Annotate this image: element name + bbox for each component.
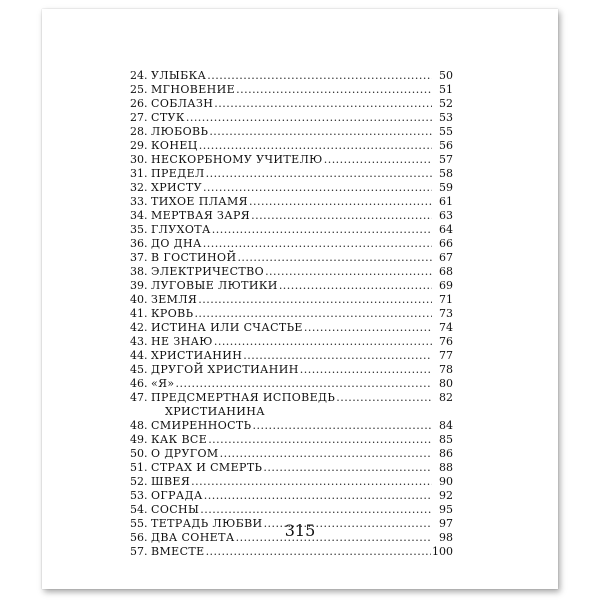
toc-entry — [130, 153, 453, 167]
toc-entry — [130, 97, 453, 111]
toc-entry-title: «Я» — [151, 377, 175, 390]
toc-entry-title-wrap — [151, 349, 242, 363]
toc-entry — [130, 223, 453, 237]
toc-entry — [130, 195, 453, 209]
toc-entry — [130, 265, 453, 279]
toc-entry-title: ДО ДНА — [151, 237, 202, 250]
toc-dot-leader — [206, 167, 432, 181]
toc-entry-number: 42. — [130, 321, 148, 334]
toc-entry-title-wrap — [151, 223, 211, 237]
toc-dot-leader — [304, 321, 432, 335]
toc-entry-title: НЕ ЗНАЮ — [151, 335, 213, 348]
toc-entry — [130, 83, 453, 97]
toc-entry — [130, 293, 453, 307]
toc-entry — [130, 209, 453, 223]
toc-entry-title-wrap — [151, 209, 250, 223]
toc-entry-number: 53. — [130, 489, 148, 502]
toc-entry-number: 47. — [130, 391, 148, 404]
toc-entry-title: ОГРАДА — [151, 489, 203, 502]
toc-dot-leader — [251, 209, 432, 223]
toc-entry-title: НЕСКОРБНОМУ УЧИТЕЛЮ — [151, 153, 323, 166]
toc-entry-page: 69 — [439, 279, 453, 292]
toc-entry-number: 45. — [130, 363, 148, 376]
toc-dot-leader — [279, 279, 432, 293]
toc-entry-title-wrap — [151, 83, 235, 97]
toc-entry-number: 31. — [130, 167, 148, 180]
toc-entry-title: ПРЕДЕЛ — [151, 167, 205, 180]
toc-entry-title-wrap — [151, 377, 175, 391]
toc-entry-title: СТУК — [151, 111, 185, 124]
toc-entry — [130, 475, 453, 489]
toc-entry-title-wrap — [151, 475, 190, 489]
toc-entry-number: 29. — [130, 139, 148, 152]
toc-entry-title: СТРАХ И СМЕРТЬ — [151, 461, 263, 474]
toc-entry-page: 52 — [439, 97, 453, 110]
toc-entry-title: ПРЕДСМЕРТНАЯ ИСПОВЕДЬ — [151, 391, 336, 404]
toc-entry-title: ХРИСТИАНИН — [151, 349, 243, 362]
toc-entry-page: 85 — [439, 433, 453, 446]
toc-dot-leader — [207, 69, 432, 83]
toc-entry-page: 61 — [439, 195, 453, 208]
toc-entry-title: В ГОСТИНОЙ — [151, 251, 237, 264]
toc-dot-leader — [186, 111, 432, 125]
toc-dot-leader — [204, 489, 432, 503]
toc-entry-page: 80 — [439, 377, 453, 390]
toc-entry-page: 92 — [439, 489, 453, 502]
toc-entry-number: 40. — [130, 293, 148, 306]
toc-dot-leader — [300, 363, 432, 377]
toc-entry-number: 56. — [130, 531, 148, 544]
toc-entry-title: ЛЮБОВЬ — [151, 125, 209, 138]
toc-entry-page: 82 — [439, 391, 453, 404]
toc-entry-number: 32. — [130, 181, 148, 194]
toc-entry-title: СОБЛАЗН — [151, 97, 214, 110]
toc-entry-title-wrap — [151, 111, 185, 125]
toc-entry-page: 73 — [439, 307, 453, 320]
toc-dot-leader — [203, 181, 432, 195]
toc-dot-leader — [214, 335, 432, 349]
toc-entry — [130, 111, 453, 125]
toc-entry-number: 26. — [130, 97, 148, 110]
toc-entry-number: 48. — [130, 419, 148, 432]
toc-entry — [130, 321, 453, 335]
toc-entry-title: ХРИСТУ — [151, 181, 202, 194]
toc-entry-title-wrap — [151, 69, 206, 83]
toc-dot-leader — [194, 307, 432, 321]
toc-dot-leader — [203, 237, 432, 251]
toc-entry-title-wrap — [151, 489, 203, 503]
toc-entry — [130, 461, 453, 475]
toc-dot-leader — [214, 97, 432, 111]
toc-entry-number: 52. — [130, 475, 148, 488]
toc-entry-title-wrap — [151, 97, 213, 111]
toc-entry-page: 63 — [439, 209, 453, 222]
toc-entry — [130, 125, 453, 139]
toc-entry — [130, 139, 453, 153]
toc-entry-number: 49. — [130, 433, 148, 446]
toc-entry-number: 41. — [130, 307, 148, 320]
toc-entry-title-wrap — [151, 363, 299, 377]
toc-entry-title-wrap — [151, 181, 202, 195]
toc-entry-title-wrap — [151, 279, 278, 293]
toc-entry-title-wrap — [151, 545, 205, 559]
toc-entry-title: МГНОВЕНИЕ — [151, 83, 236, 96]
toc-entry-number: 25. — [130, 83, 148, 96]
table-of-contents — [130, 69, 453, 559]
toc-entry — [130, 433, 453, 447]
toc-entry-title-wrap — [151, 251, 236, 265]
toc-entry-number: 35. — [130, 223, 148, 236]
toc-entry-page: 59 — [439, 181, 453, 194]
toc-entry-page: 56 — [439, 139, 453, 152]
toc-entry-title: КРОВЬ — [151, 307, 194, 320]
toc-entry — [130, 237, 453, 251]
toc-entry — [130, 279, 453, 293]
toc-entry-page: 74 — [439, 321, 453, 334]
toc-entry-title-wrap — [151, 153, 323, 167]
toc-entry-title: МЕРТВАЯ ЗАРЯ — [151, 209, 251, 222]
toc-entry — [130, 181, 453, 195]
toc-entry — [130, 307, 453, 321]
toc-entry-number: 39. — [130, 279, 148, 292]
toc-entry — [130, 447, 453, 461]
toc-dot-leader — [324, 153, 432, 167]
toc-entry-number: 24. — [130, 69, 148, 82]
toc-dot-leader — [252, 419, 432, 433]
toc-dot-leader — [265, 265, 432, 279]
toc-entry-number: 36. — [130, 237, 148, 250]
toc-entry — [130, 335, 453, 349]
toc-entry-number: 50. — [130, 447, 148, 460]
toc-entry-title: ВМЕСТЕ — [151, 545, 205, 558]
toc-dot-leader — [237, 251, 432, 265]
toc-entry-page: 84 — [439, 419, 453, 432]
toc-entry — [130, 363, 453, 377]
toc-entry-page: 78 — [439, 363, 453, 376]
toc-entry-page: 77 — [439, 349, 453, 362]
toc-dot-leader — [236, 83, 432, 97]
toc-entry-title-wrap — [151, 167, 205, 181]
toc-entry-number: 30. — [130, 153, 148, 166]
toc-entry-title: ЗЕМЛЯ — [151, 293, 198, 306]
toc-entry-page: 51 — [439, 83, 453, 96]
toc-entry — [130, 489, 453, 503]
toc-dot-leader — [176, 377, 432, 391]
toc-entry-page: 95 — [439, 503, 453, 516]
toc-entry-title-wrap — [151, 433, 207, 447]
toc-entry-title-wrap — [151, 139, 198, 153]
toc-dot-leader — [200, 503, 432, 517]
toc-entry-page: 90 — [439, 475, 453, 488]
toc-entry-title: ДРУГОЙ ХРИСТИАНИН — [151, 363, 299, 376]
toc-entry-number: 33. — [130, 195, 148, 208]
toc-dot-leader — [220, 447, 432, 461]
toc-entry-title: ГЛУХОТА — [151, 223, 211, 236]
toc-entry-page: 97 — [439, 517, 453, 530]
toc-entry-title-wrap — [151, 419, 251, 433]
toc-entry-number: 54. — [130, 503, 148, 516]
toc-entry-title: КАК ВСЕ — [151, 433, 208, 446]
toc-entry-page: 55 — [439, 125, 453, 138]
toc-dot-leader — [208, 433, 432, 447]
toc-entry-title-wrap — [151, 461, 262, 475]
toc-entry-title-wrap — [151, 125, 208, 139]
toc-entry-title-wrap — [151, 391, 335, 419]
toc-dot-leader — [336, 391, 432, 405]
toc-entry-title: КОНЕЦ — [151, 139, 198, 152]
toc-entry-number: 43. — [130, 335, 148, 348]
toc-entry-page: 68 — [439, 265, 453, 278]
toc-dot-leader — [263, 461, 432, 475]
toc-entry-page: 50 — [439, 69, 453, 82]
toc-entry — [130, 167, 453, 181]
toc-dot-leader — [249, 195, 432, 209]
toc-entry-number: 38. — [130, 265, 148, 278]
toc-entry-title: ТЕТРАДЬ ЛЮБВИ — [151, 517, 263, 530]
toc-entry — [130, 545, 453, 559]
toc-entry-page: 53 — [439, 111, 453, 124]
toc-entry — [130, 419, 453, 433]
toc-entry-number: 44. — [130, 349, 148, 362]
toc-entry-number: 28. — [130, 125, 148, 138]
toc-entry-title: ТИХОЕ ПЛАМЯ — [151, 195, 248, 208]
toc-entry-title: ДВА СОНЕТА — [151, 531, 235, 544]
toc-entry-title-wrap — [151, 307, 193, 321]
toc-entry-page: 86 — [439, 447, 453, 460]
toc-dot-leader — [212, 223, 432, 237]
toc-entry-title-wrap — [151, 335, 213, 349]
toc-entry-number: 46. — [130, 377, 148, 390]
toc-entry-title: УЛЫБКА — [151, 69, 207, 82]
toc-entry-title: ИСТИНА ИЛИ СЧАСТЬЕ — [151, 321, 303, 334]
toc-dot-leader — [199, 139, 432, 153]
toc-entry-page: 67 — [439, 251, 453, 264]
toc-entry-title: ШВЕЯ — [151, 475, 191, 488]
toc-entry-title-continued: ХРИСТИАНИНА — [165, 405, 266, 418]
toc-entry-page: 71 — [439, 293, 453, 306]
toc-entry-page: 100 — [432, 545, 453, 558]
toc-entry-page: 98 — [439, 531, 453, 544]
page-number: 315 — [284, 521, 316, 540]
toc-entry-title: ЛУГОВЫЕ ЛЮТИКИ — [151, 279, 278, 292]
toc-dot-leader — [209, 125, 432, 139]
toc-entry-title-wrap — [151, 447, 219, 461]
toc-entry-number: 57. — [130, 545, 148, 558]
toc-entry-title-wrap — [151, 293, 197, 307]
toc-entry — [130, 69, 453, 83]
toc-entry-title: О ДРУГОМ — [151, 447, 219, 460]
toc-entry-number: 34. — [130, 209, 148, 222]
toc-entry-page: 58 — [439, 167, 453, 180]
toc-entry-title-wrap — [151, 195, 248, 209]
toc-entry — [130, 503, 453, 517]
toc-dot-leader — [191, 475, 432, 489]
toc-entry-page: 57 — [439, 153, 453, 166]
toc-entry-number: 27. — [130, 111, 148, 124]
toc-entry-title-wrap — [151, 237, 202, 251]
toc-entry-page: 76 — [439, 335, 453, 348]
toc-entry-title: СМИРЕННОСТЬ — [151, 419, 252, 432]
toc-entry-number: 37. — [130, 251, 148, 264]
toc-entry-title: СОСНЫ — [151, 503, 200, 516]
toc-entry-page: 88 — [439, 461, 453, 474]
toc-entry — [130, 349, 453, 363]
toc-entry — [130, 377, 453, 391]
toc-dot-leader — [198, 293, 432, 307]
toc-entry-page: 64 — [439, 223, 453, 236]
toc-dot-leader — [243, 349, 432, 363]
toc-entry-number: 55. — [130, 517, 148, 530]
toc-entry-page: 66 — [439, 237, 453, 250]
toc-dot-leader — [206, 545, 431, 559]
toc-entry-title-wrap — [151, 321, 303, 335]
toc-entry-title: ЭЛЕКТРИЧЕСТВО — [151, 265, 265, 278]
toc-entry-title-wrap — [151, 503, 199, 517]
toc-entry-title-wrap — [151, 265, 264, 279]
toc-entry — [130, 251, 453, 265]
toc-entry — [130, 391, 453, 419]
toc-entry-number: 51. — [130, 461, 148, 474]
